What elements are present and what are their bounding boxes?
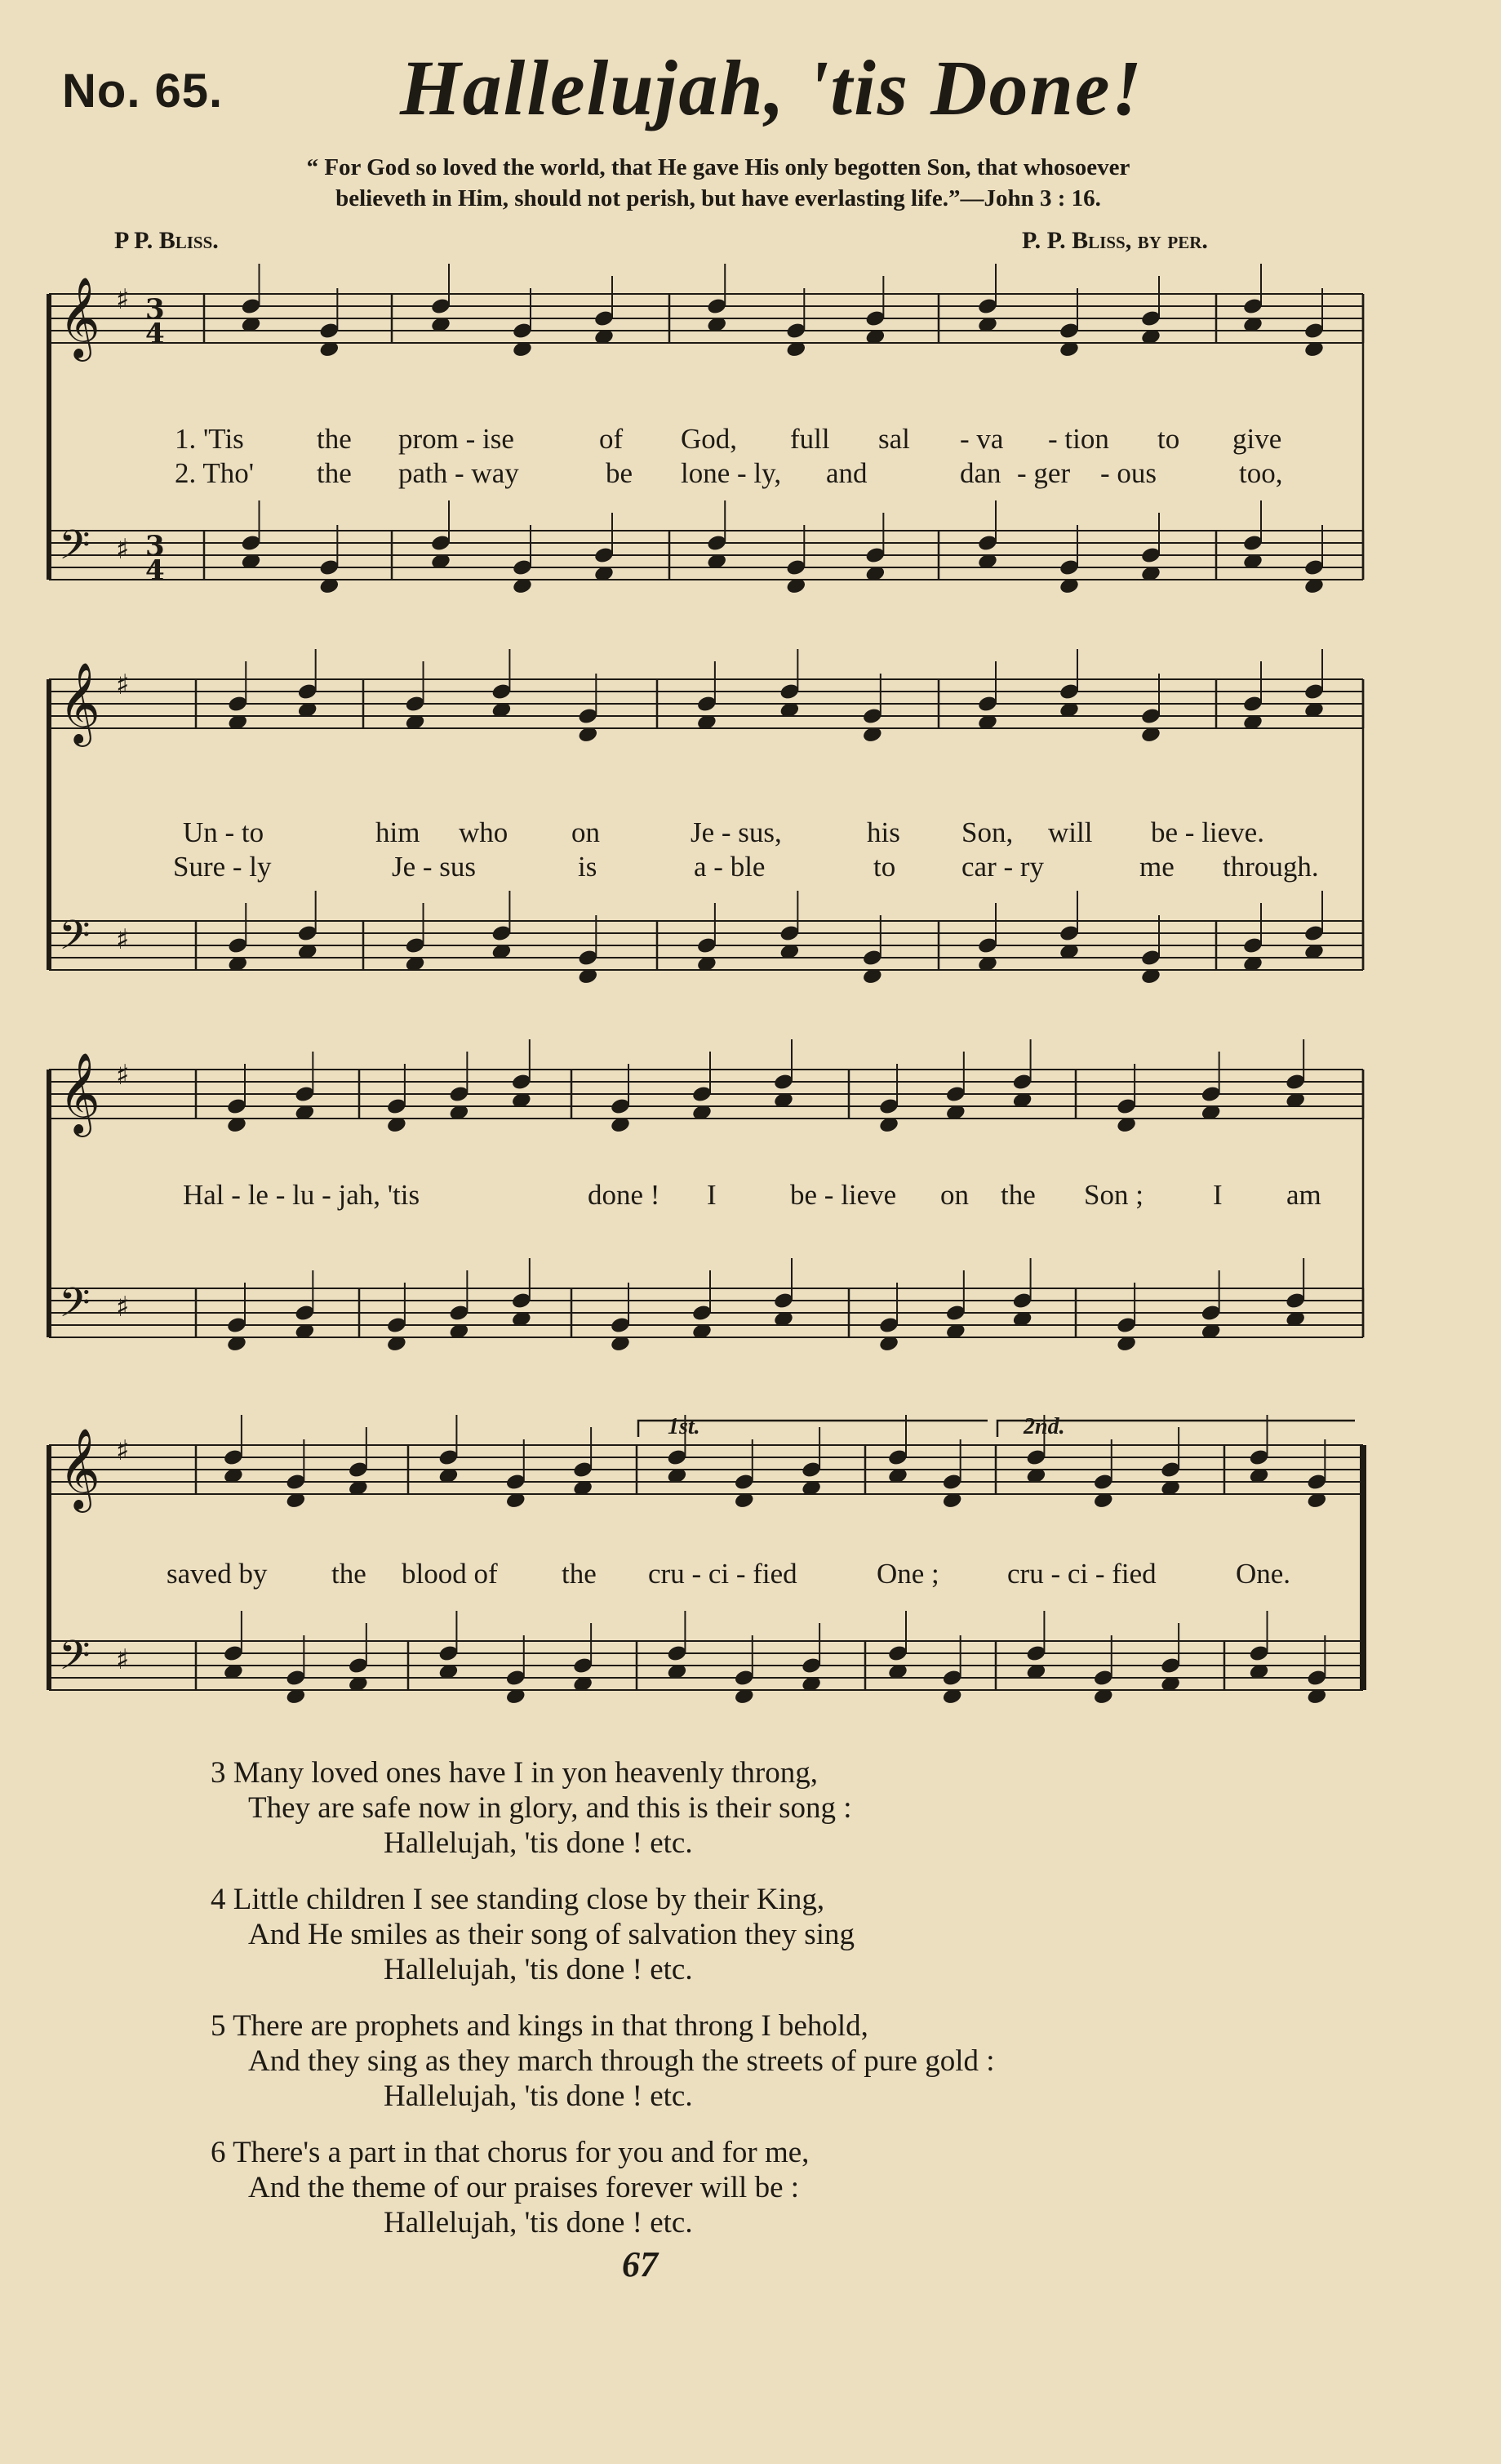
verse-line: 5 There are prophets and kings in that throng I behold,	[211, 2009, 868, 2043]
sharp-icon: ♯	[116, 1291, 130, 1323]
lyric-syllable: I	[707, 1179, 717, 1211]
lyric-syllable: lone - ly,	[681, 457, 782, 489]
lyric-syllable: through.	[1223, 851, 1319, 883]
lyric-syllable: saved by	[167, 1558, 268, 1590]
verse-refrain-line: Hallelujah, 'tis done ! etc.	[384, 2079, 693, 2113]
sharp-icon: ♯	[116, 283, 130, 316]
time-signature: 3	[145, 530, 165, 563]
lyric-syllable: him	[375, 816, 420, 848]
lyric-syllable: - ous	[1100, 457, 1157, 489]
epigraph-line: believeth in Him, should not perish, but have everlasting life.”—John 3 : 16.	[335, 185, 1101, 211]
lyric-syllable: on	[940, 1179, 969, 1211]
lyric-syllable: be - lieve	[790, 1179, 897, 1211]
lyric-syllable: One ;	[877, 1558, 939, 1590]
sharp-icon: ♯	[116, 533, 130, 566]
verse-line: 4 Little children I see standing close by their King,	[211, 1883, 825, 1916]
verse-line: They are safe now in glory, and this is their song :	[248, 1791, 852, 1825]
verse-6	[211, 2135, 1353, 2240]
second-ending-label: 2nd.	[1024, 1414, 1065, 1439]
sharp-icon: ♯	[116, 1643, 130, 1676]
lyric-syllable: a - ble	[694, 851, 766, 883]
lyric-syllable: dan	[960, 457, 1001, 489]
lyric-syllable: Son,	[961, 816, 1014, 848]
verse-refrain-line: Hallelujah, 'tis done ! etc.	[384, 1953, 693, 1986]
treble-clef-icon: 𝄞	[59, 1428, 100, 1510]
lyric-syllable: the	[317, 423, 352, 455]
lyric-syllable: on	[571, 816, 600, 848]
lyric-syllable: car - ry	[961, 851, 1045, 883]
sharp-icon: ♯	[116, 1059, 130, 1092]
lyric-syllable: his	[867, 816, 900, 848]
lyric-syllable: be - lieve.	[1151, 816, 1264, 848]
lyric-syllable: - tion	[1048, 423, 1109, 455]
page-number: 67	[622, 2244, 658, 2284]
verse-4	[211, 1882, 1353, 1987]
verse-3	[211, 1755, 1353, 1861]
lyric-syllable: prom - ise	[398, 423, 514, 455]
lyric-syllable: 1. 'Tis	[175, 423, 244, 455]
bass-clef-icon: 𝄢	[59, 912, 91, 969]
verse-5	[211, 2008, 1353, 2114]
lyric-syllable: sal	[878, 423, 910, 455]
lyric-syllable: cru - ci - fied	[1007, 1558, 1157, 1590]
bass-clef-icon: 𝄢	[59, 1632, 91, 1689]
hymn-number: No. 65.	[62, 64, 224, 118]
lyric-syllable: blood of	[402, 1558, 498, 1590]
lyric-syllable: am	[1286, 1179, 1321, 1211]
verse-line: 6 There's a part in that chorus for you and for me,	[211, 2136, 810, 2169]
lyric-syllable: Hal - le - lu - jah, 'tis	[183, 1179, 420, 1211]
lyric-syllable: full	[790, 423, 830, 455]
verse-refrain-line: Hallelujah, 'tis done ! etc.	[384, 2206, 693, 2239]
first-ending-label: 1st.	[668, 1414, 700, 1439]
epigraph-line: “ For God so loved the world, that He gave His only begotten Son, that whosoever	[306, 154, 1130, 180]
lyric-syllable: will	[1048, 816, 1093, 848]
time-signature: 3	[145, 293, 165, 326]
sharp-icon: ♯	[116, 669, 130, 701]
verse-line: And they sing as they march through the streets of pure gold :	[248, 2044, 995, 2078]
lyric-syllable: 2. Tho'	[175, 457, 255, 489]
lyric-syllable: done !	[588, 1179, 660, 1211]
lyric-syllable: is	[578, 851, 597, 883]
lyric-syllable: Je - sus	[392, 851, 477, 883]
lyric-syllable: be	[606, 457, 633, 489]
lyric-syllable: who	[459, 816, 508, 848]
lyric-syllable: One.	[1236, 1558, 1291, 1590]
lyric-syllable: of	[599, 423, 624, 455]
treble-clef-icon: 𝄞	[59, 1052, 100, 1134]
lyric-syllable: Je - sus,	[691, 816, 782, 848]
verse-line: And He smiles as their song of salvation they sing	[248, 1918, 855, 1951]
words-credit: P P. Bliss.	[114, 227, 219, 254]
lyric-syllable: the	[562, 1558, 597, 1590]
treble-clef-icon: 𝄞	[59, 277, 100, 358]
lyric-syllable: too,	[1239, 457, 1283, 489]
lyric-syllable: I	[1213, 1179, 1223, 1211]
time-signature: 4	[145, 554, 165, 587]
bass-clef-icon: 𝄢	[59, 1279, 91, 1337]
music-credit: P. P. Bliss, by per.	[1022, 227, 1208, 254]
sharp-icon: ♯	[116, 1434, 130, 1467]
lyric-syllable: cru - ci - fied	[648, 1558, 797, 1590]
lyric-syllable: - ger	[1017, 457, 1071, 489]
lyric-syllable: give	[1232, 423, 1282, 455]
lyric-syllable: path - way	[398, 457, 519, 489]
lyric-syllable: to	[1157, 423, 1180, 455]
lyric-syllable: God,	[681, 423, 738, 455]
time-signature: 4	[145, 318, 165, 350]
lyric-syllable: Un - to	[183, 816, 264, 848]
lyric-syllable: Sure - ly	[173, 851, 272, 883]
sharp-icon: ♯	[116, 923, 130, 956]
verse-refrain-line: Hallelujah, 'tis done ! etc.	[384, 1826, 693, 1860]
lyric-syllable: to	[873, 851, 896, 883]
lyric-syllable: Son ;	[1084, 1179, 1144, 1211]
hymn-title: Hallelujah, 'tis Done!	[400, 44, 1144, 131]
lyric-syllable: and	[826, 457, 868, 489]
bass-clef-icon: 𝄢	[59, 522, 91, 579]
lyric-syllable: the	[331, 1558, 366, 1590]
lyric-syllable: - va	[960, 423, 1004, 455]
lyric-syllable: me	[1139, 851, 1175, 883]
lyric-syllable: the	[1001, 1179, 1036, 1211]
verse-line: And the theme of our praises forever will be :	[248, 2171, 800, 2204]
lyric-syllable: the	[317, 457, 352, 489]
additional-verses	[211, 1755, 1353, 2262]
treble-clef-icon: 𝄞	[59, 662, 100, 744]
verse-line: 3 Many loved ones have I in yon heavenly throng,	[211, 1756, 818, 1790]
